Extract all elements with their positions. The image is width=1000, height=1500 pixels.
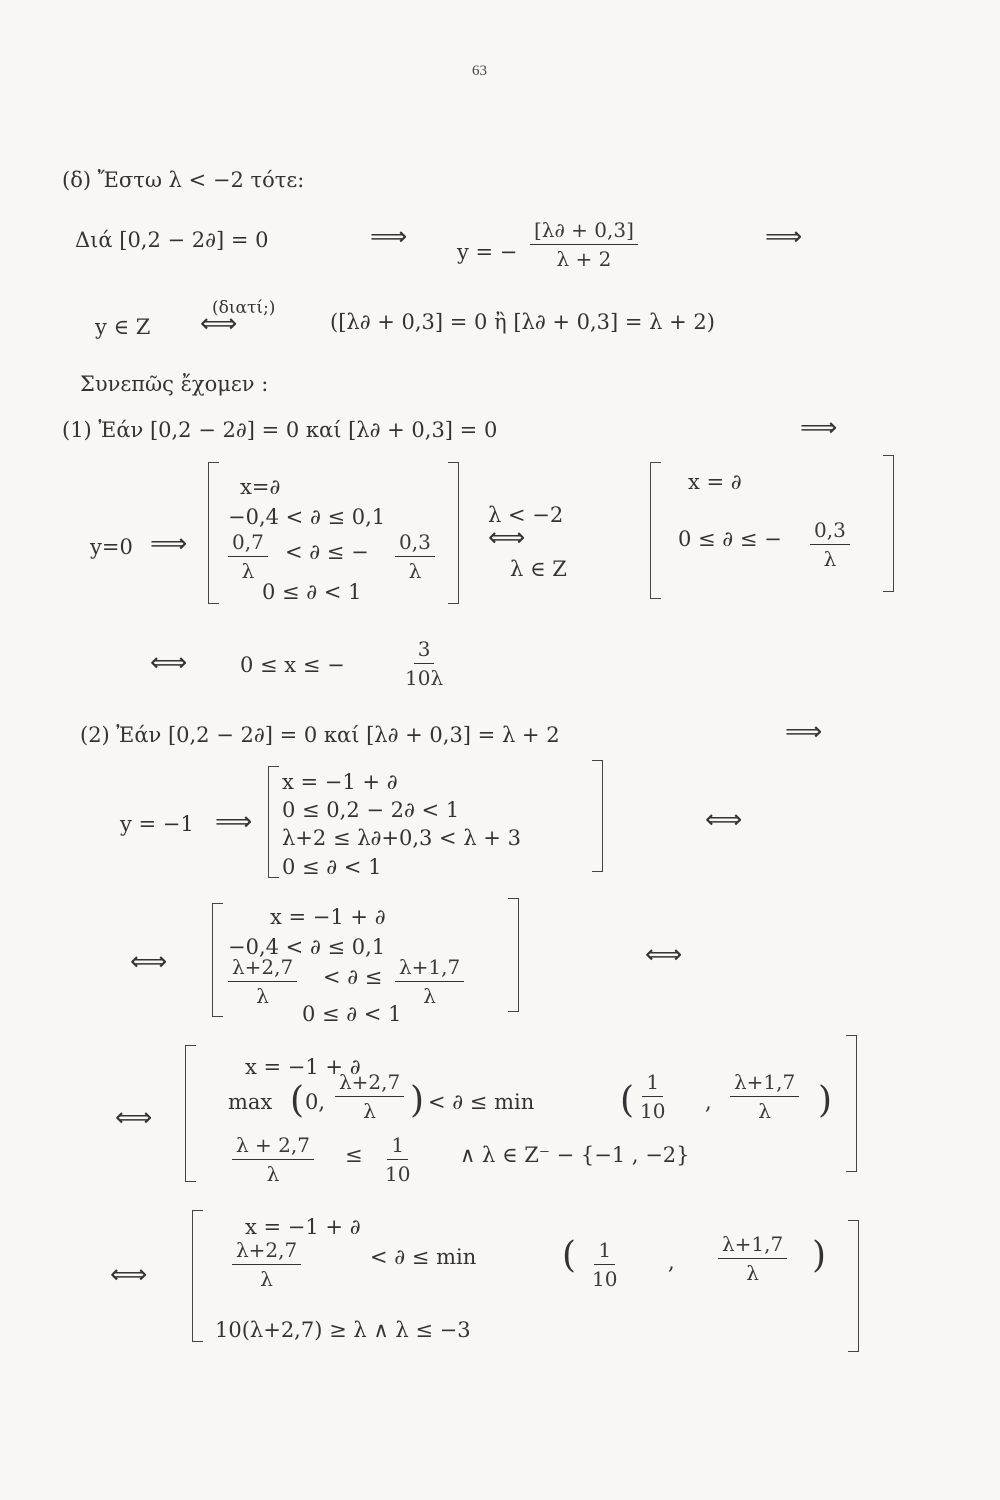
fraction [405,637,443,690]
fraction-denominator: λ [363,1099,376,1123]
case-2-heading: (2) Ἐάν [0,2 − 2∂] = 0 καί [λ∂ + 0,3] = λ + 2 [80,723,560,747]
fraction-numerator: λ+1,7 [718,1232,787,1259]
fraction [385,1133,410,1186]
implies-arrow: ⟹ [800,413,838,443]
fraction [228,530,268,583]
implies-arrow: ⟹ [785,717,823,747]
paren: ( [620,1080,635,1121]
fraction-denominator: 10 [592,1267,618,1291]
system-row: x=∂ [240,475,281,499]
consequently-line: Συνεπῶς ἔχομεν : [80,372,269,396]
system-row: < ∂ ≤ [323,965,383,989]
fraction-denominator: λ [260,1267,273,1291]
dia-condition: Διά [0,2 − 2∂] = 0 [75,228,269,252]
condition-label: λ ∈ Z [510,557,567,581]
system-row: −0,4 < ∂ ≤ 0,1 [228,935,386,959]
fraction [640,1070,665,1123]
system-right-bracket [846,1035,857,1172]
iff-arrow: ⟺ [488,523,526,553]
fraction-denominator: λ [758,1099,771,1123]
fraction-denominator: λ [266,1162,280,1186]
system-row: < ∂ ≤ min [370,1245,477,1269]
system-row: x = −1 + ∂ [270,905,386,929]
fraction [718,1232,787,1285]
system-row: x = −1 + ∂ [282,770,398,794]
fraction-numerator: 3 [414,637,435,664]
system-right-bracket [883,455,894,592]
y-in-z: y ∈ Z [95,315,151,339]
fraction-numerator: 0,3 [810,518,850,545]
fraction-denominator: λ + 2 [556,247,612,271]
fraction-denominator: λ [746,1261,759,1285]
system-left-bracket [268,766,279,878]
paren: ) [818,1080,833,1121]
system-row: x = −1 + ∂ [245,1215,361,1239]
fraction-numerator: λ+1,7 [395,955,464,982]
system-row: x = ∂ [688,470,742,494]
implies-arrow: ⟹ [370,222,408,252]
system-row: λ+2 ≤ λ∂+0,3 < λ + 3 [282,826,521,850]
iff-arrow: ⟺ [115,1103,153,1133]
fraction [810,518,850,571]
fraction [730,1070,799,1123]
fraction [395,955,464,1008]
fraction-numerator: 0,7 [228,530,268,557]
system-row: 0 ≤ ∂ < 1 [262,580,362,604]
system-row: < ∂ ≤ min [428,1090,535,1114]
system-left-bracket [208,462,219,604]
paren: ( [562,1235,577,1276]
comma: , [705,1090,712,1114]
iff-arrow: ⟺ [150,648,188,678]
y-equals: y = − [457,240,518,264]
system-row: 0 ≤ ∂ ≤ − [678,527,782,551]
system-right-bracket [508,898,519,1012]
fraction-numerator: λ+2,7 [335,1070,404,1097]
page-number: 63 [472,63,487,79]
iff-arrow: ⟺ [200,309,238,339]
system-row: 10(λ+2,7) ≥ λ ∧ λ ≤ −3 [215,1318,471,1342]
implies-arrow: ⟹ [215,807,253,837]
fraction-numerator: [λ∂ + 0,3] [530,218,638,245]
fraction-denominator: λ [241,559,255,583]
fraction-numerator: λ+2,7 [232,1238,301,1265]
implies-arrow: ⟹ [150,529,188,559]
system-row: < ∂ ≤ − [285,540,369,564]
fraction-denominator: 10 [385,1162,411,1186]
system-left-bracket [192,1210,203,1342]
why-annotation: (διατί;) [212,298,276,318]
fraction-numerator: 1 [642,1070,663,1097]
system-right-bracket [448,462,459,604]
leq-sign: ≤ [345,1143,363,1167]
implies-arrow: ⟹ [765,222,803,252]
y-fraction [530,218,638,271]
system-row: −0,4 < ∂ ≤ 0,1 [228,505,386,529]
fraction-denominator: λ [823,547,837,571]
fraction-numerator: 0,3 [395,530,435,557]
fraction-denominator: λ [256,984,269,1008]
case-1-result: 0 ≤ x ≤ − [240,653,345,677]
fraction [395,530,435,583]
system-row: 0 ≤ ∂ < 1 [302,1002,402,1026]
fraction-denominator: 10 [640,1099,666,1123]
fraction-numerator: λ + 2,7 [232,1133,314,1160]
fraction-denominator: λ [408,559,422,583]
case-1-y: y=0 [90,535,133,559]
system-right-bracket [848,1220,859,1352]
y-in-z-condition: ([λ∂ + 0,3] = 0 ἢ [λ∂ + 0,3] = λ + 2) [330,310,715,334]
system-row: 0 ≤ ∂ < 1 [282,855,382,879]
system-row: ∧ λ ∈ Z⁻ − {−1 , −2} [460,1143,690,1167]
system-right-bracket [592,760,603,872]
case-d-heading: (δ) Ἔστω λ < −2 τότε: [62,168,305,192]
fraction [232,1238,301,1291]
system-left-bracket [185,1045,196,1182]
fraction-numerator: 1 [387,1133,408,1160]
fraction-denominator: λ [423,984,436,1008]
iff-arrow: ⟺ [705,805,743,835]
condition-label: λ < −2 [488,503,564,527]
system-left-bracket [212,903,223,1017]
system-row: x = −1 + ∂ [245,1055,361,1079]
case-2-y: y = −1 [120,812,194,836]
fraction-denominator: 10λ [405,666,444,690]
paren: ( [290,1080,305,1121]
iff-arrow: ⟺ [110,1260,148,1290]
fraction-numerator: λ+2,7 [228,955,297,982]
system-left-bracket [650,462,661,599]
comma: , [668,1250,675,1274]
fraction [592,1238,617,1291]
system-row: 0 ≤ 0,2 − 2∂ < 1 [282,798,460,822]
fraction [335,1070,404,1123]
max-label: max [228,1090,273,1114]
paren: ) [410,1080,425,1121]
paren: ) [812,1235,827,1276]
iff-arrow: ⟺ [130,947,168,977]
iff-arrow: ⟺ [645,940,683,970]
fraction [232,1133,314,1186]
fraction-numerator: λ+1,7 [730,1070,799,1097]
fraction-numerator: 1 [594,1238,615,1265]
max-arg: 0, [305,1090,326,1114]
fraction [228,955,297,1008]
case-1-heading: (1) Ἐάν [0,2 − 2∂] = 0 καί [λ∂ + 0,3] = 0 [62,418,498,442]
